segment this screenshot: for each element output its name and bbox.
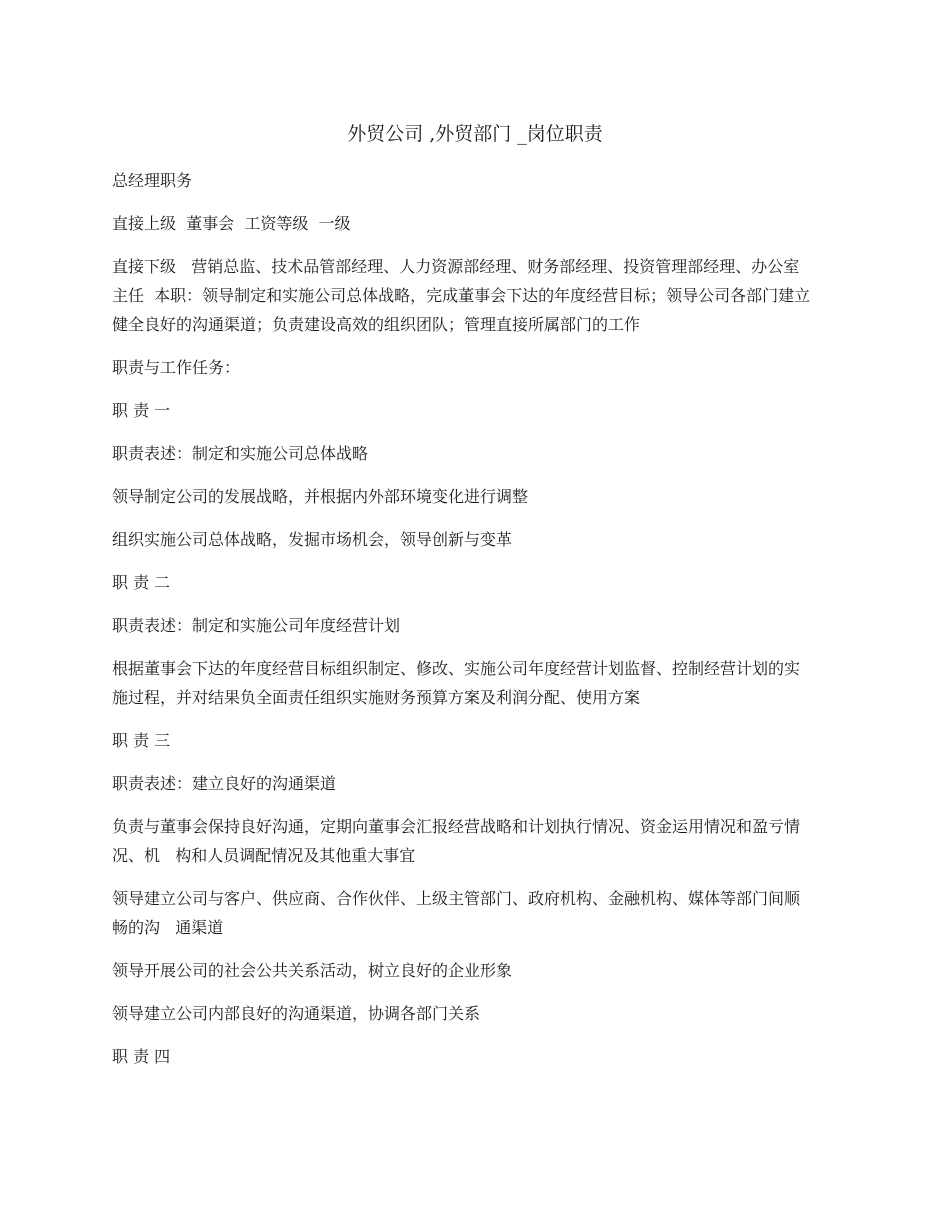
paragraph-duty-3-heading: 职 责 三: [112, 731, 171, 750]
document-title: 外贸公司 ,外贸部门 _岗位职责: [347, 123, 603, 145]
paragraph-duty-2-statement: 职责表述：制定和实施公司年度经营计划: [112, 616, 401, 635]
paragraph-duty-3-statement: 职责表述：建立良好的沟通渠道: [112, 774, 337, 793]
paragraph-duty-4-heading: 职 责 四: [112, 1047, 171, 1066]
document-body: [112, 166, 812, 1085]
paragraph-superior: 直接上级 董事会 工资等级 一级: [112, 214, 351, 233]
paragraph-duty-1-heading: 职 责 一: [112, 401, 171, 420]
paragraph-duty-2-heading: 职 责 二: [112, 573, 171, 592]
paragraph-duty-1-item-1: 领导制定公司的发展战略，并根据内外部环境变化进行调整: [112, 487, 529, 506]
paragraph-duty-3-item-4: 领导建立公司内部良好的沟通渠道，协调各部门关系: [112, 1004, 481, 1023]
paragraph-subordinates: 直接下级 营销总监、技术品管部经理、人力资源部经理、财务部经理、投资管理部经理、办公室主任 本职：领导制定和实施公司总体战略，完成董事会下达的年度经营目标；领导公司各部门建立健全良好的沟通渠道；负责建设高效的组织团队；管理直接所属部门的工作: [112, 257, 811, 334]
paragraph-duty-3-item-1: 负责与董事会保持良好沟通，定期向董事会汇报经营战略和计划执行情况、资金运用情况和盈亏情况、机 构和人员调配情况及其他重大事宜: [112, 817, 801, 865]
paragraph-duty-1-item-2: 组织实施公司总体战略，发掘市场机会，领导创新与变革: [112, 530, 513, 549]
paragraph-duty-3-item-3: 领导开展公司的社会公共关系活动，树立良好的企业形象: [112, 961, 513, 980]
paragraph-duties-heading: 职责与工作任务：: [112, 358, 241, 377]
paragraph-duty-1-statement: 职责表述：制定和实施公司总体战略: [112, 444, 369, 463]
paragraph-job-title: 总经理职务: [112, 171, 193, 190]
paragraph-duty-3-item-2: 领导建立公司与客户、供应商、合作伙伴、上级主管部门、政府机构、金融机构、媒体等部门间顺畅的沟 通渠道: [112, 889, 801, 937]
paragraph-duty-2-item-1: 根据董事会下达的年度经营目标组织制定、修改、实施公司年度经营计划监督、控制经营计划的实施过程，并对结果负全面责任组织实施财务预算方案及利润分配、使用方案: [112, 659, 801, 707]
